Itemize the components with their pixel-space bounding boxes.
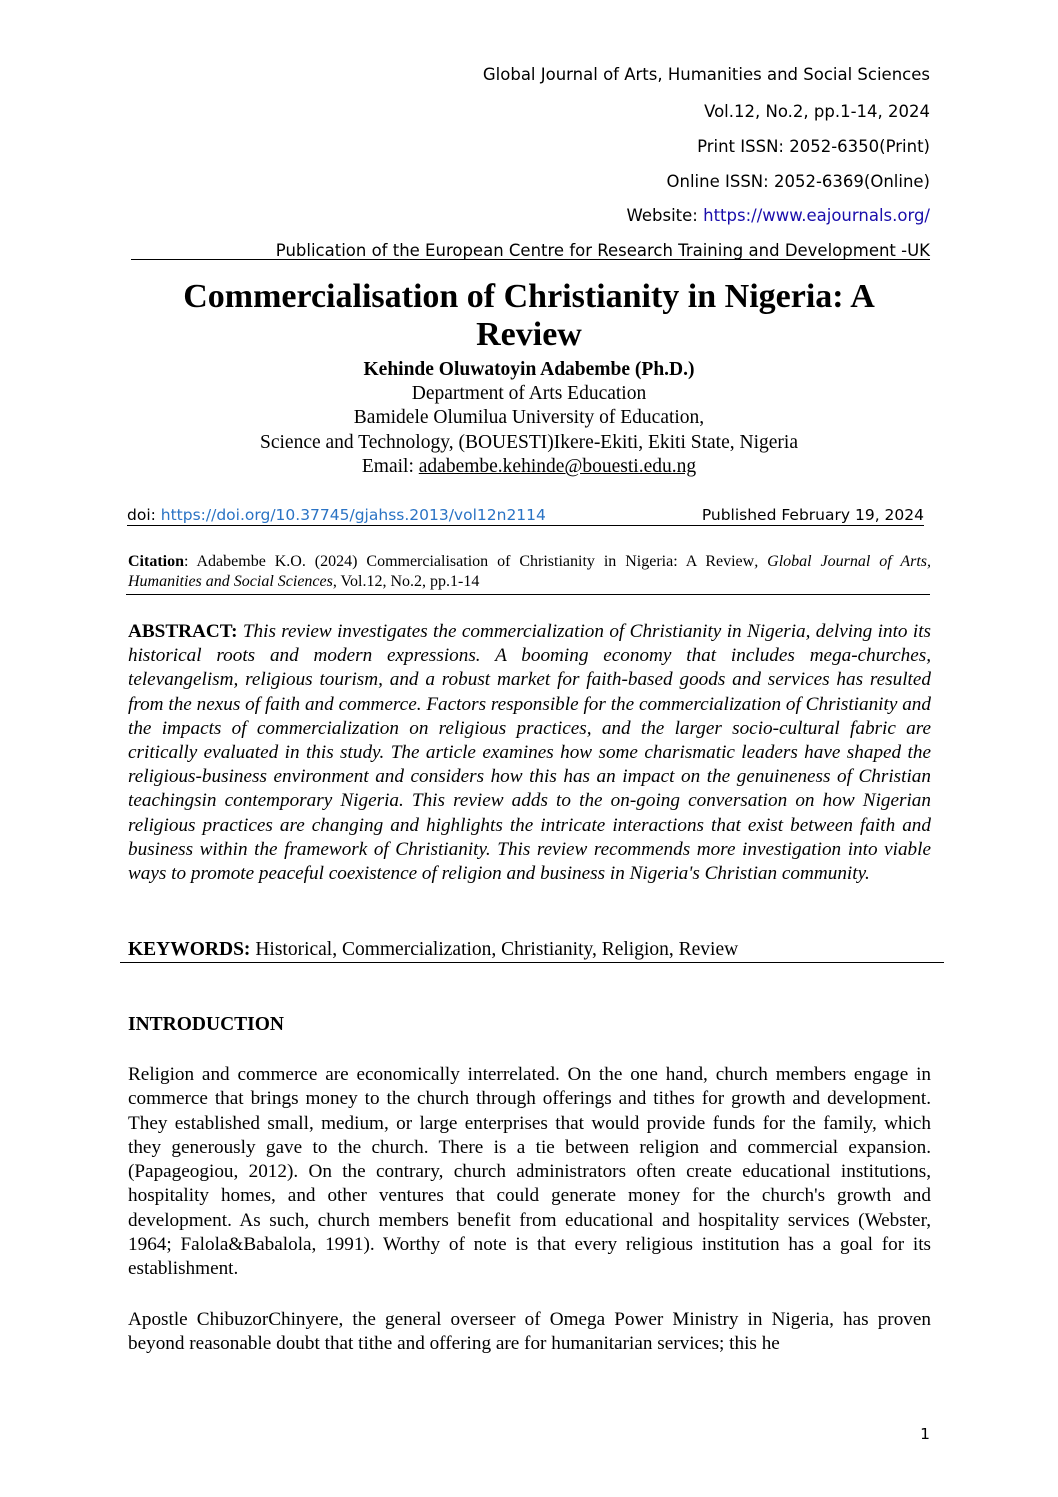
author-email-line <box>130 455 928 479</box>
abstract <box>128 620 931 886</box>
citation-divider <box>126 594 930 595</box>
abstract-text: This review investigates the commercialization of Christianity in Nigeria, delving into its historical roots and modern expressions. A booming economy that includes mega-churches, televangelism, religious tourism, and a robust market for faith-based goods and services has resulted from the nexus of faith and commerce. Factors responsible for the commercialization of Christianity and the impacts of commercialization on religious practices, and the larger socio-cultural fabric are critically evaluated in this study. The article examines how some charismatic leaders have shaped the religious-business environment and considers how this has an impact on the genuineness of Christian teachingsin contemporary Nigeria. This review adds to the on-going conversation on how Nigerian religious practices are changing and highlights the intricate interactions that exist between faith and business within the framework of Christianity. This review recommends more investigation into viable ways to promote peaceful coexistence of religion and business in Nigeria's Christian community. <box>128 621 931 885</box>
body-paragraph-1: Religion and commerce are economically interrelated. On the one hand, church members engage in commerce that brings money to the church through offerings and tithes for growth and development. They established small, medium, or large enterprises that would provide funds for the family, which they generously gave to the church. There is a tie between religion and commercial expansion. (Papageogiou, 2012). On the contrary, church administrators often create educational institutions, hospitality homes, and other ventures that could generate money for the church's growth and development. As such, church members benefit from educational and hospitality services (Webster, 1964; Falola&Babalola, 1991). Worthy of note is that every religious institution has a goal for its establishment. <box>128 1064 931 1280</box>
author-email-link[interactable]: adabembe.kehinde@bouesti.edu.ng <box>418 456 697 477</box>
title-line-2: Review <box>476 316 582 353</box>
citation-details: , Vol.12, No.2, pp.1-14 <box>332 573 480 590</box>
doi-link[interactable]: https://doi.org/10.37745/gjahss.2013/vol12n2114 <box>160 506 546 524</box>
citation-label: Citation <box>128 553 184 570</box>
keywords-label: KEYWORDS: <box>128 939 251 960</box>
paper-title <box>130 278 928 354</box>
website-link[interactable]: https://www.eajournals.org/ <box>703 206 930 225</box>
website-line <box>627 206 930 226</box>
keywords <box>128 938 738 962</box>
published-date: Published February 19, 2024 <box>701 506 924 524</box>
author-name: Kehinde Oluwatoyin Adabembe (Ph.D.) <box>363 359 695 380</box>
body-paragraph-2: Apostle ChibuzorChinyere, the general overseer of Omega Power Ministry in Nigeria, has proven beyond reasonable doubt that tithe and offering are for humanitarian services; this he <box>128 1309 931 1355</box>
page-number: 1 <box>920 1425 930 1443</box>
introduction-heading: INTRODUCTION <box>128 1014 285 1035</box>
title-line-1: Commercialisation of Christianity in Nigeria: A <box>183 278 875 315</box>
doi-label: doi: <box>127 506 161 524</box>
author-university: Bamidele Olumilua University of Education, <box>353 407 705 428</box>
journal-volume: Vol.12, No.2, pp.1-14, 2024 <box>704 102 930 121</box>
doi-line <box>127 505 546 525</box>
citation-text: : Adabembe K.O. (2024) Commercialisation of Christianity in Nigeria: A Review <box>184 553 755 570</box>
website-label: Website: <box>626 206 704 225</box>
keywords-text: Historical, Commercialization, Christianity, Religion, Review <box>250 939 739 960</box>
print-issn: Print ISSN: 2052-6350(Print) <box>697 137 930 156</box>
abstract-label: ABSTRACT: <box>128 621 243 642</box>
email-label: Email: <box>361 456 419 477</box>
header-divider <box>131 259 930 260</box>
author-location: Science and Technology, (BOUESTI)Ikere-Ekiti, Ekiti State, Nigeria <box>260 432 798 453</box>
citation-journal: , Global Journal of Arts, Humanities and Social Sciences <box>128 553 932 590</box>
publisher-line: Publication of the European Centre for Research Training and Development -UK <box>275 241 930 260</box>
author-department: Department of Arts Education <box>411 383 647 404</box>
online-issn: Online ISSN: 2052-6369(Online) <box>666 172 930 191</box>
citation <box>128 552 931 592</box>
keywords-divider <box>120 962 944 963</box>
doi-divider <box>127 525 924 526</box>
journal-name: Global Journal of Arts, Humanities and Social Sciences <box>482 65 930 84</box>
